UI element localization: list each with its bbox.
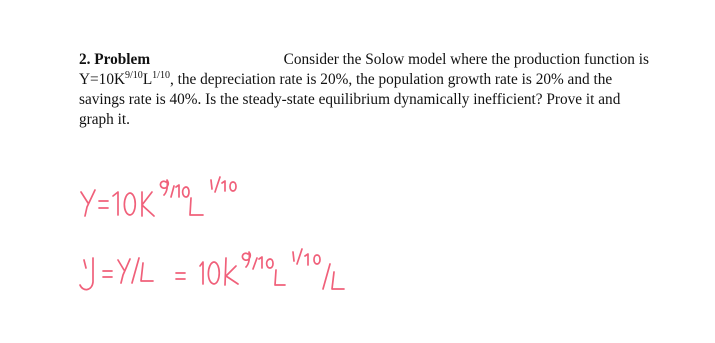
handwritten-equation-2 bbox=[80, 249, 344, 290]
problem-intro-text: Consider the Solow model where the production function is bbox=[283, 51, 649, 68]
problem-graph-text: graph it. bbox=[79, 111, 130, 128]
problem-heading: 2. Problem bbox=[79, 51, 151, 68]
labor-symbol: L bbox=[142, 71, 153, 88]
problem-question-text: savings rate is 40%. Is the steady-state equilibrium dynamically inefficient? Prove it and bbox=[79, 91, 621, 108]
capital-exponent: 9/10 bbox=[125, 70, 143, 81]
problem-rates-text: , the depreciation rate is 20%, the population growth rate is 20% and the bbox=[169, 71, 613, 88]
handwritten-equation-1 bbox=[81, 177, 236, 216]
labor-exponent: 1/10 bbox=[152, 70, 170, 81]
production-function-y: Y=10K bbox=[79, 71, 126, 88]
